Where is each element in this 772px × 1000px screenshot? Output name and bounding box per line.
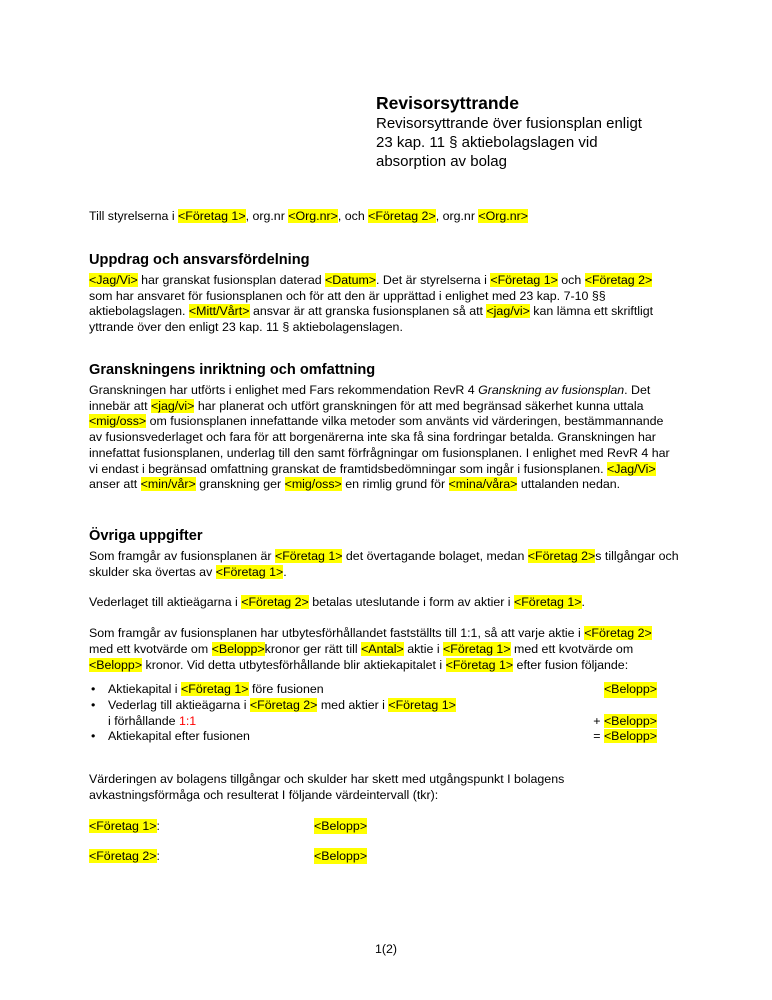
section-paragraph bbox=[89, 626, 679, 673]
bullet-icon: • bbox=[91, 697, 96, 712]
text-run: anser att bbox=[89, 477, 141, 492]
placeholder-company-1: <Företag 1> bbox=[181, 682, 249, 696]
placeholder-field: <Jag/Vi> bbox=[89, 273, 138, 287]
text-run: kronor ger rätt till bbox=[264, 641, 362, 656]
section-heading: Uppdrag och ansvarsfördelning bbox=[89, 252, 310, 268]
placeholder-amount: <Belopp> bbox=[603, 713, 657, 728]
list-item bbox=[89, 729, 657, 745]
amount-with-sign bbox=[593, 729, 657, 745]
text-run: Som framgår av fusionsplanen har utbytesförhållandet fastställts till 1:1, så att varje aktie i bbox=[89, 626, 585, 641]
placeholder-field: <Företag 2> bbox=[584, 273, 653, 287]
placeholder-amount: <Belopp> bbox=[314, 849, 368, 863]
placeholder-field: <Jag/Vi> bbox=[606, 461, 656, 476]
document-title-block bbox=[376, 92, 676, 171]
section-heading: Granskningens inriktning och omfattning bbox=[89, 362, 376, 378]
placeholder-company-1: <Företag 1> bbox=[178, 209, 246, 223]
document-subtitle-line: Revisorsyttrande över fusionsplan enligt bbox=[376, 115, 642, 132]
section-uppdrag bbox=[89, 250, 679, 336]
placeholder-field: <mig/oss> bbox=[89, 414, 147, 429]
placeholder-field: <Företag 1> bbox=[443, 641, 511, 656]
text: , org.nr bbox=[435, 209, 479, 223]
placeholder-field: <Företag 1> bbox=[215, 564, 284, 579]
plus-sign: + bbox=[593, 713, 604, 728]
text-run: det övertagande bolaget, medan bbox=[342, 549, 528, 563]
placeholder-field: <Datum> bbox=[325, 273, 377, 287]
section-paragraph bbox=[89, 383, 679, 493]
document-title: Revisorsyttrande bbox=[376, 93, 519, 113]
text-run: . Det är styrelserna i bbox=[376, 273, 491, 287]
addressee-line bbox=[89, 209, 679, 225]
placeholder-amount: <Belopp> bbox=[603, 682, 657, 696]
placeholder-amount: <Belopp> bbox=[603, 729, 657, 744]
placeholder-amount: <Belopp> bbox=[314, 819, 368, 833]
bullet-icon: • bbox=[91, 729, 96, 744]
valuation-paragraph: Värderingen av bolagens tillgångar och skulder har skett med utgångspunkt I bolagens avkastningsförmåga och resulterat I följande värdeintervall (tkr): bbox=[89, 772, 565, 802]
placeholder-field: <Mitt/Vårt> bbox=[188, 304, 250, 319]
placeholder-field: <Belopp> bbox=[89, 657, 143, 672]
placeholder-field: <Företag 2> bbox=[527, 549, 596, 563]
text: : bbox=[156, 819, 160, 833]
placeholder-company-2: <Företag 2> bbox=[89, 849, 157, 863]
text-run: Vederlaget till aktieägarna i bbox=[89, 595, 242, 610]
text-run: granskning ger bbox=[195, 477, 285, 492]
placeholder-field: <jag/vi> bbox=[151, 398, 195, 413]
share-capital-list bbox=[89, 682, 657, 745]
section-paragraph bbox=[89, 595, 679, 611]
bullet-icon: • bbox=[91, 682, 96, 696]
placeholder-field: <min/vår> bbox=[140, 477, 196, 492]
placeholder-field: <Företag 1> bbox=[490, 273, 558, 287]
text: Aktiekapital efter fusionen bbox=[108, 729, 250, 744]
page-number: 1(2) bbox=[374, 942, 398, 956]
text-run: . bbox=[581, 595, 585, 610]
placeholder-field: <Företag 1> bbox=[445, 657, 514, 672]
valuation-row bbox=[89, 818, 489, 834]
text-run: ansvar är att granska fusionsplanen så att bbox=[249, 304, 487, 319]
text-run: . Det innebär att bbox=[89, 383, 651, 413]
text-run: efter fusion följande: bbox=[513, 657, 629, 672]
amount-with-sign bbox=[593, 714, 657, 730]
placeholder-company-1: <Företag 1> bbox=[89, 819, 157, 833]
text: , och bbox=[337, 209, 369, 223]
placeholder-field: <mina/våra> bbox=[448, 477, 518, 492]
text-run: har planerat och utfört granskningen för att med begränsad säkerhet kunna uttala bbox=[194, 398, 644, 413]
text-run: om fusionsplanen innefattande vilka metoder som använts vid värderingen, bestämmannande av fusionsvederlaget och fara för att borgenärerna inte ska få sina fordringar betalda. Granskningen har innefattat fusionsplanen, underlag till den samt förfrågningar om fusionsplanen. I enlighet med RevR 4 har vi endast i begränsad omfattning granskat de framtidsbedömningar som ingår i fusionsplanen. bbox=[89, 414, 670, 476]
text-run: uttalanden nedan. bbox=[517, 477, 621, 492]
placeholder-field: <Företag 1> bbox=[274, 549, 343, 563]
text: med aktier i bbox=[317, 697, 389, 712]
section-heading: Övriga uppgifter bbox=[89, 528, 203, 544]
text: Vederlag till aktieägarna i bbox=[108, 697, 250, 712]
document-subtitle-line: absorption av bolag bbox=[376, 153, 507, 170]
text-run: en rimlig grund för bbox=[341, 477, 449, 492]
text-run: aktie i bbox=[403, 641, 444, 656]
text-run: s tillgångar och skulder ska övertas av bbox=[89, 549, 679, 579]
placeholder-company-1: <Företag 1> bbox=[388, 697, 456, 712]
text-run: . bbox=[283, 564, 287, 579]
exchange-ratio: 1:1 bbox=[178, 713, 197, 728]
text: : bbox=[156, 849, 160, 863]
section-ovriga bbox=[89, 526, 679, 673]
list-item bbox=[89, 682, 657, 698]
text: , org.nr bbox=[245, 209, 289, 223]
placeholder-org-nr: <Org.nr> bbox=[478, 209, 528, 223]
text-run: betalas uteslutande i form av aktier i bbox=[308, 595, 514, 610]
placeholder-field: <mig/oss> bbox=[284, 477, 342, 492]
placeholder-field: <Företag 1> bbox=[514, 595, 582, 610]
text-run: Som framgår av fusionsplanen är bbox=[89, 549, 275, 563]
placeholder-org-nr: <Org.nr> bbox=[288, 209, 338, 223]
text-run: kan lämna ett skriftligt yttrande över den enligt 23 kap. 11 § aktiebolagenslagen. bbox=[89, 304, 654, 335]
section-granskning bbox=[89, 360, 679, 493]
document-subtitle-line: 23 kap. 11 § aktiebolagslagen vid bbox=[376, 134, 598, 151]
text-run: kronor. Vid detta utbytesförhållande blir aktiekapitalet i bbox=[142, 657, 446, 672]
text: i förhållande bbox=[108, 713, 179, 728]
text-run: Granskningen har utförts i enlighet med Fars rekommendation RevR 4 bbox=[89, 383, 479, 397]
equals-sign: = bbox=[593, 729, 604, 744]
text: Aktiekapital i bbox=[108, 682, 182, 696]
section-paragraph bbox=[89, 549, 679, 580]
text-run: med ett kvotvärde om bbox=[510, 641, 634, 656]
placeholder-company-2: <Företag 2> bbox=[249, 697, 318, 712]
text-run: Granskning av fusionsplan bbox=[478, 383, 625, 397]
text-run: och bbox=[557, 273, 585, 287]
valuation-row bbox=[89, 848, 489, 864]
list-item bbox=[89, 698, 657, 730]
text: Till styrelserna i bbox=[89, 209, 179, 223]
placeholder-field: <Antal> bbox=[361, 641, 404, 656]
placeholder-company-2: <Företag 2> bbox=[368, 209, 436, 223]
text-run: med ett kvotvärde om bbox=[89, 641, 212, 656]
section-paragraph bbox=[89, 273, 679, 336]
placeholder-field: <Företag 2> bbox=[584, 626, 652, 641]
placeholder-field: <Företag 2> bbox=[241, 595, 309, 610]
placeholder-field: <jag/vi> bbox=[486, 304, 530, 319]
text: före fusionen bbox=[248, 682, 324, 696]
text-run: som har ansvaret för fusionsplanen och för att den är upprättad i enlighet med 23 kap. 7-10 §§ aktiebolagslagen. bbox=[89, 288, 606, 319]
text-run: har granskat fusionsplan daterad bbox=[137, 273, 326, 287]
placeholder-field: <Belopp> bbox=[211, 641, 265, 656]
